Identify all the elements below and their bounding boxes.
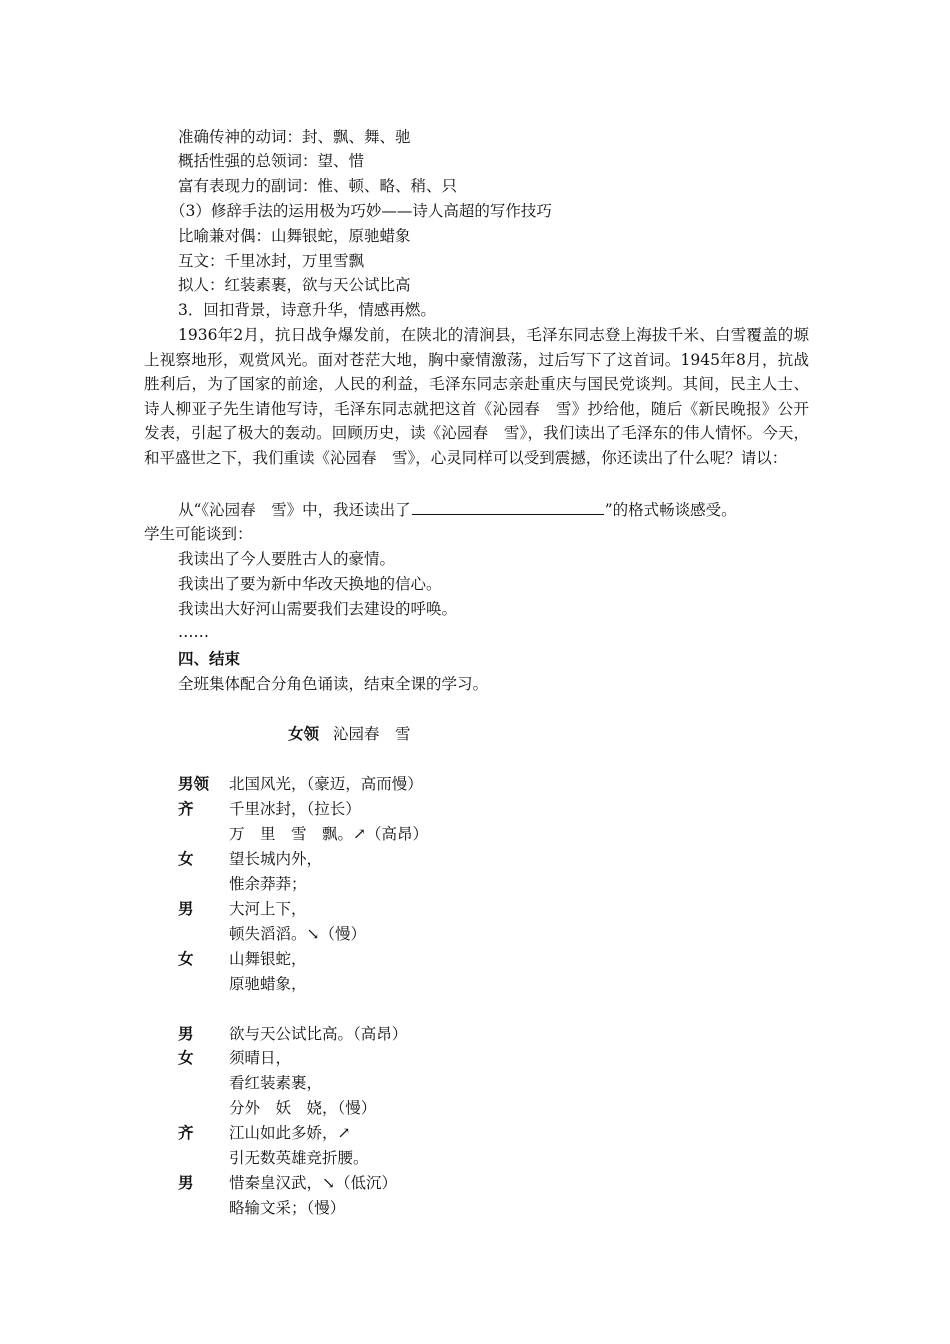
verse-line: 顿失滔滔。↘（慢） xyxy=(229,925,366,943)
verse-line: 欲与天公试比高。（高昂） xyxy=(229,1025,408,1043)
role-label: 男 xyxy=(178,1024,194,1043)
verse-line: 北国风光，（豪迈，高而慢） xyxy=(229,775,423,793)
verse-line: 大河上下， xyxy=(229,900,307,918)
text-line: 全班集体配合分角色诵读，结束全课的学习。 xyxy=(178,675,489,693)
text-line: 学生可能谈到： xyxy=(144,525,253,543)
verse-line: 分外 妖 娆，（慢） xyxy=(229,1099,377,1117)
verse-line: 山舞银蛇， xyxy=(229,950,307,968)
text-line: 互文：千里冰封，万里雪飘 xyxy=(178,252,365,270)
role-label: 男 xyxy=(178,1173,194,1192)
text-line: 准确传神的动词：封、飘、舞、驰 xyxy=(178,128,411,146)
fill-blank xyxy=(412,499,604,515)
text-line: 概括性强的总领词：望、惜 xyxy=(178,152,365,170)
verse-line: 惟余莽莽； xyxy=(229,875,307,893)
role-label: 男 xyxy=(178,899,194,918)
verse-line: 江山如此多娇，↗ xyxy=(229,1124,351,1142)
prompt-before: 从“《沁园春 雪》中，我还读出了 xyxy=(178,501,411,519)
verse-line: 惜秦皇汉武，↘（低沉） xyxy=(229,1174,397,1192)
role-label: 女 xyxy=(178,1048,194,1067)
answer-line: 我读出了要为新中华改天换地的信心。 xyxy=(178,575,442,593)
script-title-text: 沁园春 雪 xyxy=(333,725,411,743)
subheading: （3）修辞手法的运用极为巧妙——诗人高超的写作技巧 xyxy=(170,202,552,220)
script-title xyxy=(288,722,411,746)
prompt-line xyxy=(178,498,737,522)
verse-line: 千里冰封，（拉长） xyxy=(229,800,361,818)
answer-line: 我读出了今人要胜古人的豪情。 xyxy=(178,550,396,568)
answer-line: 我读出大好河山需要我们去建设的呼唤。 xyxy=(178,600,458,618)
role-label: 齐 xyxy=(178,799,194,818)
text-line: 富有表现力的副词：惟、顿、略、稍、只 xyxy=(178,177,458,195)
background-paragraph: 1936年2月，抗日战争爆发前，在陕北的清涧县，毛泽东同志登上海拔千米、白雪覆盖的塬上视察地形，观赏风光。面对苍茫大地，胸中豪情激荡，过后写下了这首词。1945年8月，抗战胜利后，为了国家的前途，人民的利益，毛泽东同志亲赴重庆与国民党谈判。其间，民主人士、诗人柳亚子先生请他写诗，毛泽东同志就把这首《沁园春 雪》抄给他，随后《新民晚报》公开发表，引起了极大的轰动。回顾历史，读《沁园春 雪》，我们读出了毛泽东的伟人情怀。今天，和平盛世之下，我们重读《沁园春 雪》，心灵同样可以受到震撼，你还读出了什么呢？请以： xyxy=(144,326,809,467)
verse-line: 万 里 雪 飘。↗（高昂） xyxy=(229,825,428,843)
verse-line: 望长城内外， xyxy=(229,850,323,868)
script-title-role: 女领 xyxy=(288,724,320,743)
verse-line: 略输文采；（慢） xyxy=(229,1199,346,1217)
verse-line: 须晴日， xyxy=(229,1049,292,1067)
verse-line: 引无数英雄竞折腰。 xyxy=(229,1149,369,1167)
role-label: 女 xyxy=(178,949,194,968)
role-label: 齐 xyxy=(178,1123,194,1142)
section-heading: 四、结束 xyxy=(178,649,241,668)
text-line: 3．回扣背景，诗意升华，情感再燃。 xyxy=(178,301,436,319)
verse-line: 看红装素裹， xyxy=(229,1074,323,1092)
prompt-after: ”的格式畅谈感受。 xyxy=(604,501,737,519)
ellipsis: …… xyxy=(178,623,209,641)
role-label: 女 xyxy=(178,849,194,868)
role-label: 男领 xyxy=(178,774,210,793)
text-line: 拟人：红装素裹，欲与天公试比高 xyxy=(178,276,411,294)
verse-line: 原驰蜡象， xyxy=(229,975,307,993)
text-line: 比喻兼对偶：山舞银蛇，原驰蜡象 xyxy=(178,227,411,245)
